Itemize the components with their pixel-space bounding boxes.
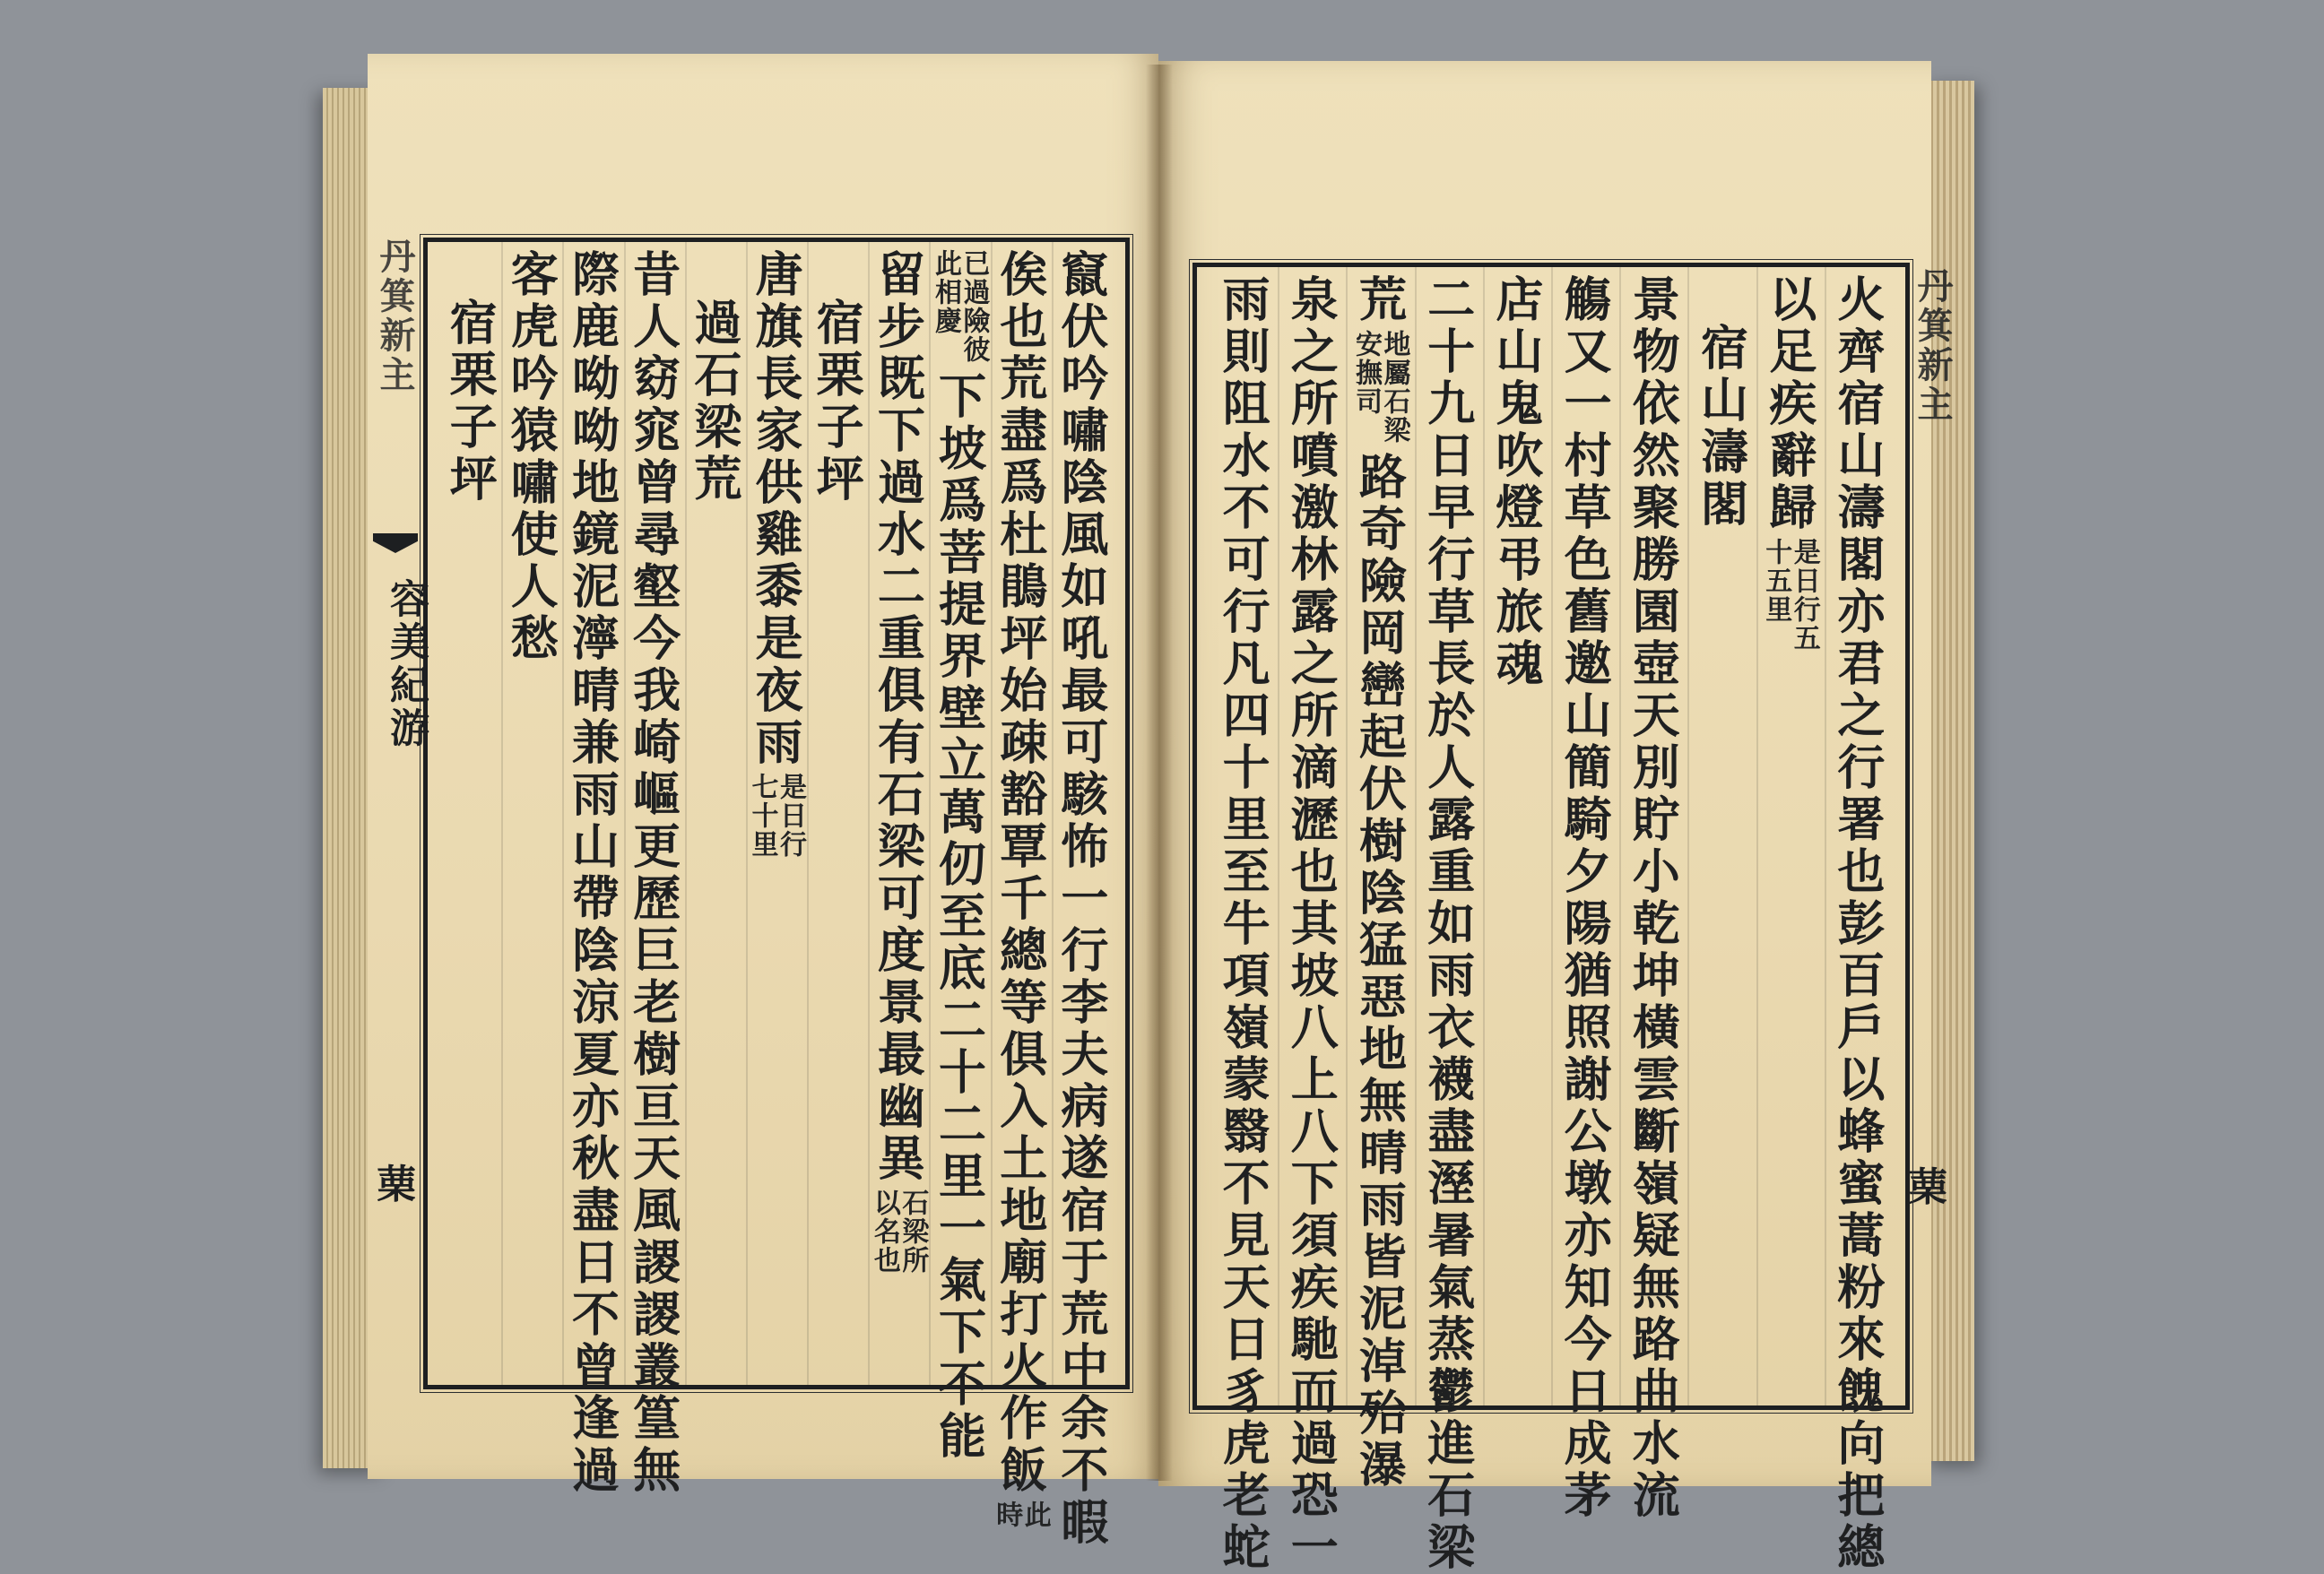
column-rule (746, 242, 748, 1385)
left-text-frame (423, 238, 1130, 1549)
column-rule (501, 242, 503, 1385)
right-text-frame (1192, 263, 1910, 1574)
right-page (1158, 61, 1954, 1574)
right-margin-title: 丹箕新主 (1912, 267, 1954, 425)
annotation-note: 是日行五十五里 (1760, 538, 1820, 653)
column-rule (1756, 267, 1758, 1405)
right-folio-mark: 䔁 (1908, 1164, 1947, 1210)
column-rule (868, 242, 870, 1385)
text-column: 觴又一村草色舊邀山簡騎夕陽猶照謝公墩亦知今日成茅 (1557, 274, 1613, 1522)
text-column: 景物依然聚勝園壺天別貯小乾坤橫雲斷嶺疑無路曲水流 (1625, 274, 1681, 1522)
column-rule (1052, 242, 1054, 1385)
annotation-note: 地屬石梁安撫司 (1350, 330, 1410, 445)
column-rule (929, 242, 931, 1385)
column-rule (562, 242, 564, 1385)
text-column: 俟也荒盡爲杜鵑坪始疎豁覃千總等俱入土地廟打火作飯 (992, 249, 1048, 1497)
left-margin-title: 丹箕新主 (374, 238, 416, 395)
annotation-note: 是日行七十里 (746, 773, 806, 859)
text-column: 宿栗子坪 (809, 298, 865, 506)
annotation-note: 此時 (991, 1500, 1051, 1529)
column-rule (991, 242, 993, 1385)
text-column: 客虎吟猿嘯使人愁 (503, 249, 559, 665)
column-rule (1551, 267, 1553, 1405)
text-column: 宿山濤閣 (1693, 323, 1749, 531)
text-column: 竄伏吟嘯陰風如吼最可駭怖一行李夫病遂宿于荒中余不暇 (1053, 249, 1109, 1549)
text-column-tail: 路奇險岡巒起伏樹陰猛惡地無晴雨皆泥淖殆瀑 (1351, 452, 1408, 1492)
column-rule (1619, 267, 1621, 1405)
left-margin-subtitle: 容美紀游 (383, 578, 429, 750)
annotation-note: 已過險彼此相慶 (930, 249, 990, 364)
gutter-shadow (1146, 65, 1173, 1481)
open-book (323, 54, 1974, 1574)
text-column: 以足疾辭歸 (1761, 274, 1817, 534)
column-rule (807, 242, 809, 1385)
text-column: 過石梁荒 (686, 298, 742, 506)
text-column: 雨則阻水不可行凡四十里至牛項嶺蒙翳不見天日豸虎老蛇 (1215, 274, 1271, 1574)
column-rule (624, 242, 626, 1385)
annotation-note: 石梁所以名也 (868, 1189, 929, 1275)
left-page (368, 54, 1158, 1549)
text-column: 宿栗子坪 (442, 298, 499, 506)
text-column: 際鹿呦呦地鏡泥濘晴兼雨山帶陰涼夏亦秋盡日不曾逢過 (564, 249, 620, 1497)
text-column: 下坡爲菩提界壁立萬仞至底二十二里一氣下不能 (931, 371, 987, 1463)
text-column: 店山鬼吹燈弔旅魂 (1487, 274, 1544, 690)
column-rule (1483, 267, 1485, 1405)
text-column: 火齊宿山濤閣亦君之行署也彭百戶以蜂蜜蒿粉來餽向把總 (1829, 274, 1886, 1574)
column-rule (1415, 267, 1417, 1405)
text-column: 荒 (1351, 274, 1408, 326)
text-column: 昔人窈窕曾尋壑今我崎嶇更歷巨老樹亘天風謖謖叢篁無 (625, 249, 681, 1497)
column-rule (1278, 267, 1279, 1405)
text-column: 留步既下過水二重俱有石梁可度景最幽異 (870, 249, 926, 1185)
fishtail-marker (373, 533, 418, 553)
left-folio-mark: 䔁 (377, 1162, 416, 1207)
column-rule (1687, 267, 1689, 1405)
column-rule (1825, 267, 1826, 1405)
column-rule (685, 242, 687, 1385)
text-column: 二十九日早行草長於人露重如雨衣襪盡溼暑氣蒸鬱進石梁 (1419, 274, 1476, 1574)
column-rule (1346, 267, 1348, 1405)
text-column: 唐旗長家供雞黍是夜雨 (748, 249, 803, 769)
text-column: 泉之所噴激林露之所滴瀝也其坡八上八下須疾馳而過恐一 (1283, 274, 1340, 1574)
